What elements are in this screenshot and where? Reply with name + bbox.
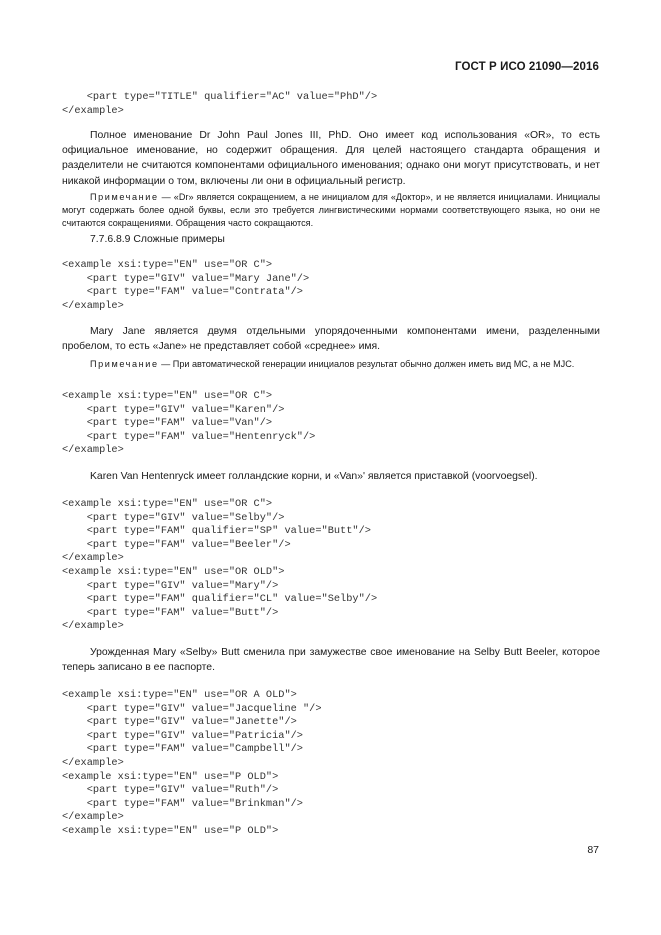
code-block-selby-butt: <example xsi:type="EN" use="OR C"> <part type="GIV" value="Selby"/> <part type="FAM" qualifier="SP" value="Butt"/> <part type="FAM" value="Beeler"/> </example> <example xsi:type="EN" use="OR OLD"> <part type="GIV" value="Mary"/> <part type="FAM" qualifier="CL" value="Selby"/> <part type="FAM" value="Butt"/> </example> [62, 498, 378, 633]
note-label: Примечание [90, 192, 159, 202]
page-number: 87 [587, 844, 599, 856]
note-dr-abbreviation [62, 191, 600, 230]
code-block-jacqueline-campbell: <example xsi:type="EN" use="OR A OLD"> <part type="GIV" value="Jacqueline "/> <part type="GIV" value="Janette"/> <part type="GIV" value="Patricia"/> <part type="FAM" value="Campbell"/> </example> <example xsi:type="EN" use="P OLD"> <part type="GIV" value="Ruth"/> <part type="FAM" value="Brinkman"/> </example> <example xsi:type="EN" use="P OLD"> [62, 689, 322, 837]
note-initials-generation [62, 358, 600, 371]
paragraph-mary-jane: Mary Jane является двумя отдельными упорядоченными компонентами имени, разделенными пробелом, то есть «Jane» не представляет собой «среднее» имя. [62, 326, 600, 353]
paragraph-karen-van-hentenryck: Karen Van Hentenryck имеет голландские корни, и «Van»' является приставкой (voorvoegsel). [90, 471, 538, 482]
code-block-karen-van-hentenryck: <example xsi:type="EN" use="OR C"> <part type="GIV" value="Karen"/> <part type="FAM" value="Van"/> <part type="FAM" value="Hentenryck"/> </example> [62, 390, 316, 457]
note-label: Примечание [90, 359, 159, 369]
code-block-mary-jane: <example xsi:type="EN" use="OR C"> <part type="GIV" value="Mary Jane"/> <part type="FAM" value="Contrata"/> </example> [62, 259, 310, 312]
paragraph-selby-butt-beeler: Урожденная Mary «Selby» Butt сменила при замужестве свое именование на Selby Butt Beeler, которое теперь записано в ее паспорте. [62, 647, 600, 674]
code-block-title-example: <part type="TITLE" qualifier="AC" value="PhD"/> </example> [62, 91, 378, 117]
document-header: ГОСТ Р ИСО 21090—2016 [454, 61, 599, 73]
note-text: — При автоматической генерации инициалов результат обычно должен иметь вид МС, а не MJC. [158, 359, 575, 369]
paragraph-full-name-description: Полное именование Dr John Paul Jones III, PhD. Оно имеет код использования «OR», то есть официальное именование, но содержит обращения. Для целей настоящего стандарта обращения и разделители не считаются компонентами официального именования; однако они могут присутствовать, и нет никакой информации о том, включены ли они в официальный регистр. [62, 130, 600, 187]
section-heading-complex-examples: 7.7.6.8.9 Сложные примеры [90, 234, 225, 245]
note-text: — «Dr» является сокращением, а не инициалом для «Доктор», и не является инициалами. Инициалы могут содержать более одной буквы, если это требуется лингвистическими нормами соответствующего языка, но они не считаются сокращениями. Обращения часто сокращаются. [62, 192, 600, 228]
